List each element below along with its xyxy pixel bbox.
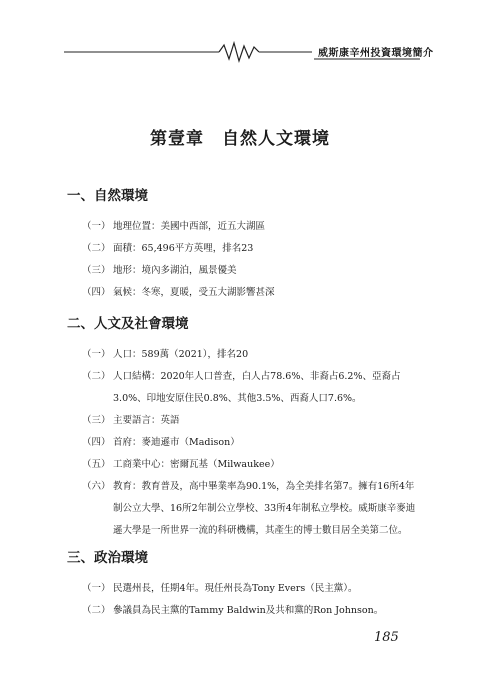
item-text: 人口：589萬（2021），排名20 (113, 349, 249, 360)
item-number: （三） (82, 415, 111, 426)
item-text: 民選州長，任期4年。現任州長為Tony Evers（民主黨）。 (113, 583, 358, 594)
item-number: （四） (82, 437, 111, 448)
item-text: 氣候：冬寒，夏暖，受五大湖影響甚深 (113, 287, 275, 298)
item-text: 面積：65,496平方英哩，排名23 (113, 243, 254, 254)
item-text: 參議員為民主黨的Tammy Baldwin及共和黨的Ron Johnson。 (113, 605, 384, 616)
item-text: 人口結構：2020年人口普查，白人占78.6%、非裔占6.2%、亞裔占3.0%、印地安原住民0.8%、其他3.5%、西裔人口7.6%。 (113, 371, 401, 404)
section-title: 三、政治環境 (67, 550, 148, 566)
item-text: 地理位置：美國中西部，近五大湖區 (113, 221, 266, 232)
item-number: （一） (82, 221, 111, 232)
item-text: 地形：境內多湖泊，風景優美 (113, 265, 237, 276)
item-number: （一） (82, 349, 111, 360)
item-text: 教育：教育普及，高中畢業率為90.1%，為全美排名第7。擁有16所4年制公立大學、16所2年制公立學校、33所4年制私立學校。威斯康辛麥迪遜大學是一所世界一流的科研機構，其產生的博士數目居全美第二位。 (113, 481, 416, 536)
item-number: （二） (82, 243, 111, 254)
item-number: （二） (82, 605, 111, 616)
page-number: 185 (374, 630, 399, 645)
header-title: 威斯康辛州投資環境簡介 (318, 48, 434, 59)
item-number: （六） (82, 481, 111, 492)
item-number: （一） (82, 583, 111, 594)
item-text: 首府：麥迪遜市（Madison） (113, 437, 240, 448)
item-number: （四） (82, 287, 111, 298)
item-text: 主要語言：英語 (113, 415, 180, 426)
item-number: （三） (82, 265, 111, 276)
item-number: （五） (82, 459, 111, 470)
item-number: （二） (82, 371, 111, 382)
section-title: 二、人文及社會環境 (67, 316, 189, 332)
item-text: 工商業中心：密爾瓦基（Milwaukee） (113, 459, 280, 470)
section-title: 一、自然環境 (67, 188, 148, 204)
chapter-title: 第壹章 自然人文環境 (150, 129, 330, 149)
page-header (64, 40, 434, 64)
